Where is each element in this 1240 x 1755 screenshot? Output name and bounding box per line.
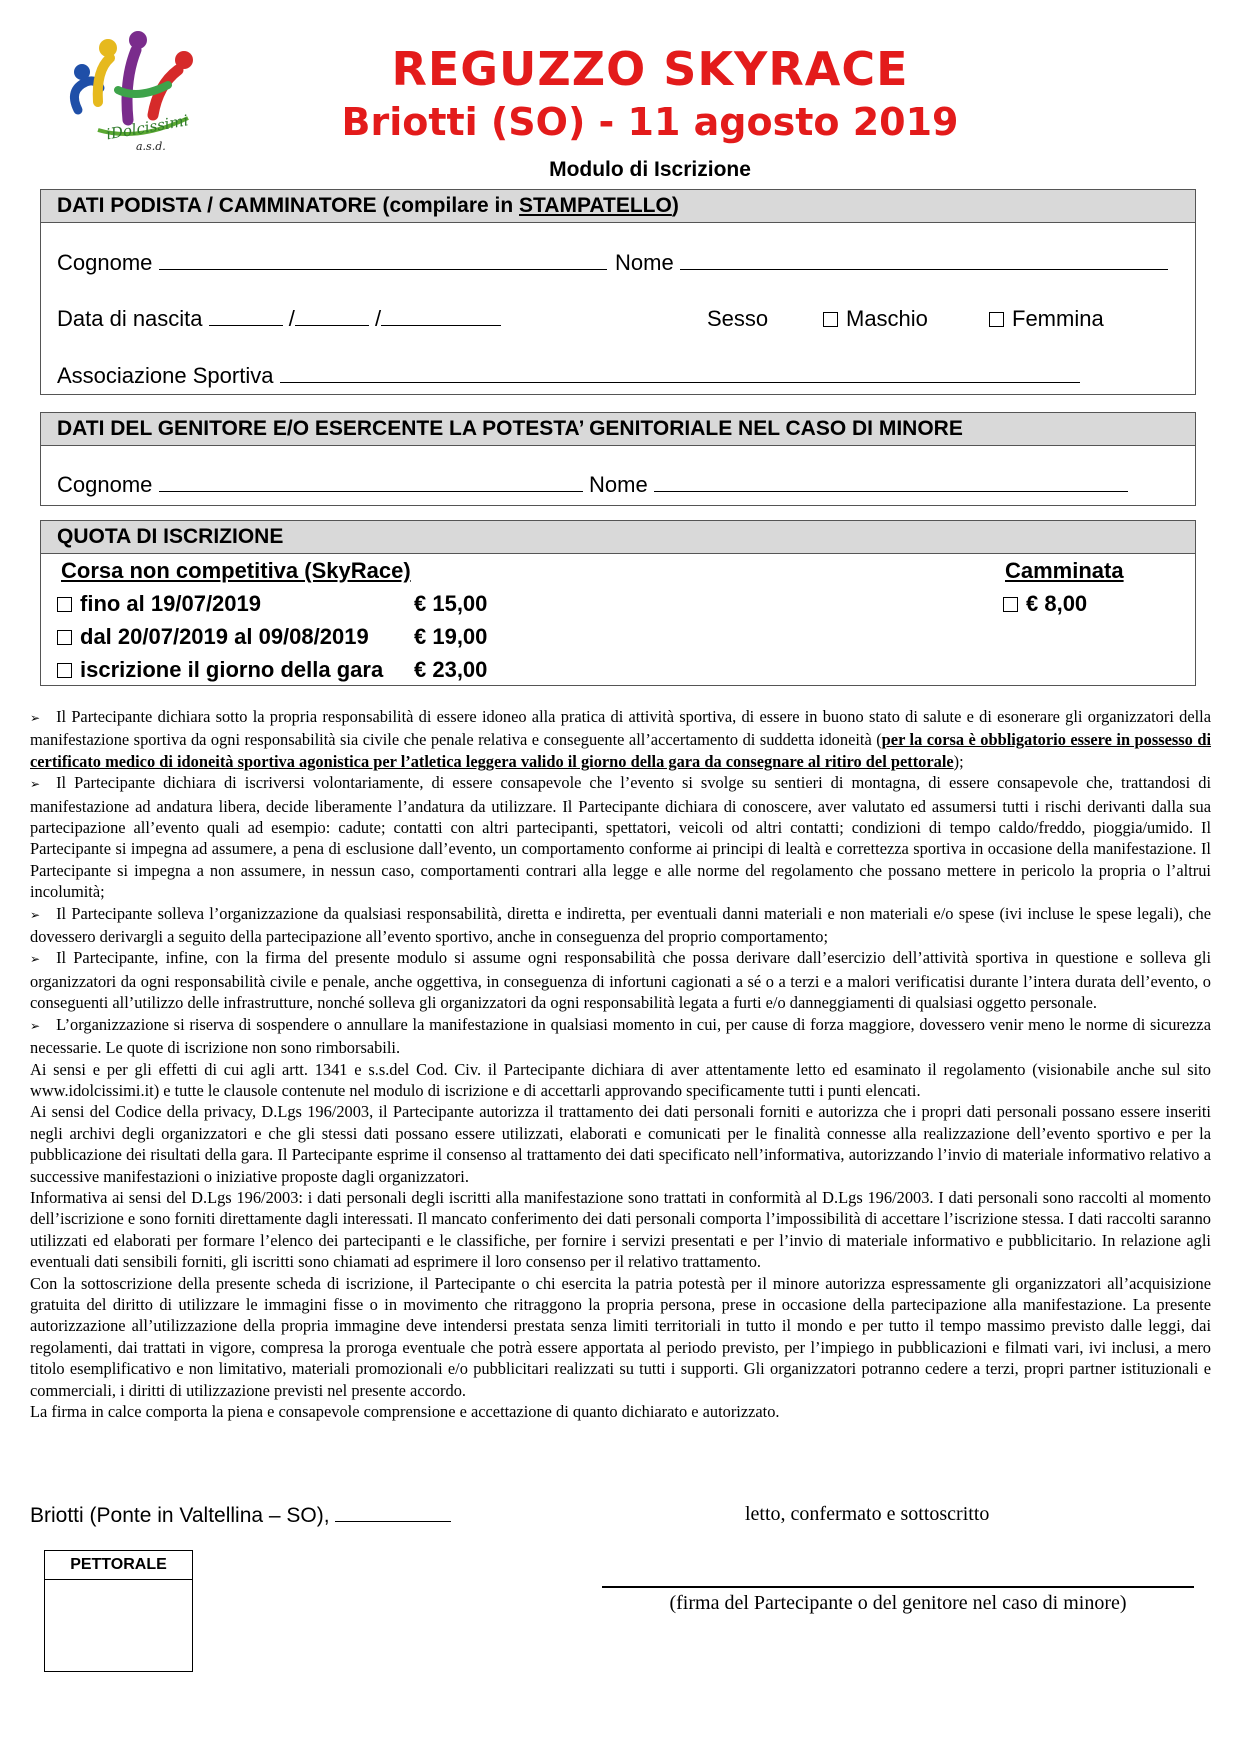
fee-option-1[interactable]: fino al 19/07/2019 xyxy=(57,591,261,617)
arrow-bullet-icon: ➢ xyxy=(30,1018,41,1033)
fee-price-2: € 19,00 xyxy=(414,624,488,649)
checkbox-icon xyxy=(989,312,1004,327)
association-logo xyxy=(58,30,208,155)
terms-text xyxy=(30,706,1211,1422)
fee-option-2[interactable]: dal 20/07/2019 al 09/08/2019 xyxy=(57,624,369,650)
parent-section-heading: DATI DEL GENITORE E/O ESERCENTE LA POTESTA’ GENITORIALE NEL CASO DI MINORE xyxy=(41,413,1195,446)
term-paragraph: ➢ Il Partecipante dichiara di iscriversi volontariamente, di essere consapevole che l’evento si svolge su sentieri di montagna, di essere consapevole che, trattandosi di manifestazione ad andatura libera, decide liberamente l’andatura da utilizzare. Il Partecipante dichiara di conoscere, aver valutato ed assumersi tutti i rischi derivanti dalla sua partecipazione all’evento quali ad esempio: cadute; contatti con altri partecipanti, spettatori, veicoli od altri contatti; condizioni di tempo caldo/freddo, pioggia/umido. Il Partecipante si impegna ad assumere, a pena di esclusione dall’evento, un comportamento conforme ai principi di lealtà e correttezza sportiva in occasione della manifestazione. Il Partecipante si impegna a non assumere, in nessun caso, comportamenti contrari alla legge e alle norme del regolamento che possano mettere in pericolo la propria o l’altrui incolumità; xyxy=(30,773,1211,902)
event-subtitle: Briotti (SO) - 11 agosto 2019 xyxy=(341,100,959,144)
runner-section-heading: DATI PODISTA / CAMMINATORE (compilare in STAMPATELLO) xyxy=(41,190,1195,223)
term-paragraph: ➢ L’organizzazione si riserva di sospendere o annullare la manifestazione in qualsiasi momento in cui, per cause di forza maggiore, dovessero venir meno le norme di sicurezza necessarie. Le quote di iscrizione non sono rimborsabili. xyxy=(30,1014,1211,1058)
term-paragraph: La firma in calce comporta la piena e consapevole comprensione e accettazione di quanto dichiarato e autorizzato. xyxy=(30,1402,780,1421)
surname-field[interactable]: Cognome xyxy=(57,250,607,276)
race-column-title: Corsa non competitiva (SkyRace) xyxy=(61,558,411,583)
logo-text: iDolcissimi xyxy=(104,111,190,144)
place-date-field[interactable]: Briotti (Ponte in Valtellina – SO), xyxy=(30,1503,451,1528)
fee-section xyxy=(40,520,1196,686)
birthdate-field[interactable]: Data di nascita / / xyxy=(57,306,501,332)
female-checkbox[interactable]: Femmina xyxy=(989,306,1104,332)
term-paragraph: Informativa ai sensi del D.Lgs 196/2003: i dati personali degli iscritti alla manifestazione sono trattati in conformità al D.Lgs 196/2003. I dati personali sono raccolti al momento dell’iscrizione e sono forniti direttamente dagli interessati. Il mancato conferimento dei dati personali comporta l’impossibilità di accettare l’iscrizione stessa. I dati raccolti saranno utilizzati ed elaborati per formare l’elenco dei partecipanti e le classifiche, per fornire i servizi presentati e per l’invio di materiale informativo e pubblicitario. In relazione agli eventuali dati sensibili forniti, gli iscritti sono chiamati ad esprimere il loro consenso per il relativo trattamento. xyxy=(30,1187,1211,1272)
event-title: REGUZZO SKYRACE xyxy=(391,42,909,96)
checkbox-icon xyxy=(57,663,72,678)
form-title: Modulo di Iscrizione xyxy=(549,158,751,181)
male-checkbox[interactable]: Maschio xyxy=(823,306,928,332)
runner-data-section xyxy=(40,189,1196,395)
term-paragraph: Con la sottoscrizione della presente scheda di iscrizione, il Partecipante o chi esercita la patria potestà per il minore autorizza espressamente gli organizzatori all’acquisizione gratuita del diritto di utilizzare le immagini fisse o in movimento che ritraggono la propria persona, prese in occasione della partecipazione alla manifestazione. La presente autorizzazione all’utilizzazione della propria immagine deve intendersi prestata senza limiti territoriali in tutto il mondo e per tutto il tempo massimo previsto dalle leggi, dai regolamenti, dai trattati in vigore, compresa la proroga eventuale che potrà essere apportata al periodo previsto, per l’impiego in pubblicazioni e filmati vari, ivi inclusi, a mero titolo esemplificativo e non limitativo, materiali promozionali e/o pubblicitari realizzati su tutti i supporti. Gli organizzatori potranno cedere a terzi, propri partner istituzionali e commerciali, i diritti di utilizzazione previsti nel presente accordo. xyxy=(30,1273,1211,1400)
fee-section-heading: QUOTA DI ISCRIZIONE xyxy=(41,521,1195,554)
term-paragraph: ➢ Il Partecipante dichiara sotto la propria responsabilità di essere idoneo alla pratica di attività sportiva, di essere in buono stato di salute e di esonerare gli organizzatori della manifestazione sportiva da ogni responsabilità sia civile che penale relativa e conseguente all’accertamento di suddetta idoneità (per la corsa è obbligatorio essere in possesso di certificato medico di idoneità sportiva agonistica per l’atletica leggera valido il giorno della gara da consegnare al ritiro del pettorale); xyxy=(30,707,1211,771)
fee-price-1: € 15,00 xyxy=(414,591,488,616)
parent-data-section xyxy=(40,412,1196,506)
sex-label: Sesso xyxy=(707,306,769,331)
name-field[interactable]: Nome xyxy=(615,250,1168,276)
arrow-bullet-icon: ➢ xyxy=(30,907,41,922)
logo-subtext: a.s.d. xyxy=(136,140,166,153)
checkbox-icon xyxy=(57,597,72,612)
walk-column-title: Camminata xyxy=(1005,558,1124,583)
fee-price-3: € 23,00 xyxy=(414,657,488,682)
term-paragraph: ➢ Il Partecipante solleva l’organizzazione da qualsiasi responsabilità, diretta e indiretta, per eventuali danni materiali e non materiali e/o spese (ivi incluse le spese legali), che dovessero derivargli a seguito della partecipazione all’evento sportivo, anche in conseguenza del proprio comportamento; xyxy=(30,903,1211,947)
arrow-bullet-icon: ➢ xyxy=(30,777,41,792)
association-field[interactable]: Associazione Sportiva xyxy=(57,363,1080,389)
fee-option-3[interactable]: iscrizione il giorno della gara xyxy=(57,657,383,683)
term-paragraph: ➢ Il Partecipante, infine, con la firma del presente modulo si assume ogni responsabilità che possa derivare dall’esercizio dell’attività sportiva in questione e solleva gli organizzatori da ogni responsabilità civile e penale, anche oggettiva, in conseguenza di infortuni cagionati a sé o a terzi e a malori verificatisi durante l’intera durata dell’evento, o conseguenti all’utilizzo delle infrastrutture, nonché solleva gli organizzatori da ogni responsabilità legata a furti e/o danneggiamenti di qualsiasi oggetto personale. xyxy=(30,948,1211,1013)
term-paragraph: Ai sensi e per gli effetti di cui agli artt. 1341 e s.s.del Cod. Civ. il Partecipante dichiara di aver attentamente letto ed esaminato il regolamento (visionabile anche sul sito www.idolcissimi.it) e tutte le clausole contenute nel modulo di iscrizione e di accettarli approvando specificamente tutti i punti elencati. xyxy=(30,1059,1211,1100)
signature-line[interactable] xyxy=(602,1586,1194,1588)
signature-caption: (firma del Partecipante o del genitore nel caso di minore) xyxy=(669,1592,1127,1614)
bib-label: PETTORALE xyxy=(45,1551,192,1580)
parent-surname-field[interactable]: Cognome xyxy=(57,472,583,498)
checkbox-icon xyxy=(57,630,72,645)
confirmation-text: letto, confermato e sottoscritto xyxy=(745,1503,990,1525)
parent-name-field[interactable]: Nome xyxy=(589,472,1128,498)
arrow-bullet-icon: ➢ xyxy=(30,711,41,725)
term-paragraph: Ai sensi del Codice della privacy, D.Lgs 196/2003, il Partecipante autorizza il trattamento dei dati personali forniti e autorizza che i propri dati personali possano essere inseriti negli archivi degli organizzatori e che gli stessi dati possano essere utilizzati, elaborati e comunicati per le finalità connesse alla realizzazione dell’evento sportivo e per la pubblicazione dei risultati della gara. Il Partecipante esprime il consenso al trattamento dei dati specificato nell’informativa, autorizzando l’invio di materiale informativo relativo a successive manifestazioni o iniziative proposte dagli organizzatori. xyxy=(30,1102,1211,1186)
arrow-bullet-icon: ➢ xyxy=(30,952,41,967)
checkbox-icon xyxy=(823,312,838,327)
walk-fee-option[interactable]: € 8,00 xyxy=(1003,591,1087,617)
checkbox-icon xyxy=(1003,597,1018,612)
bib-number-box xyxy=(44,1550,193,1672)
